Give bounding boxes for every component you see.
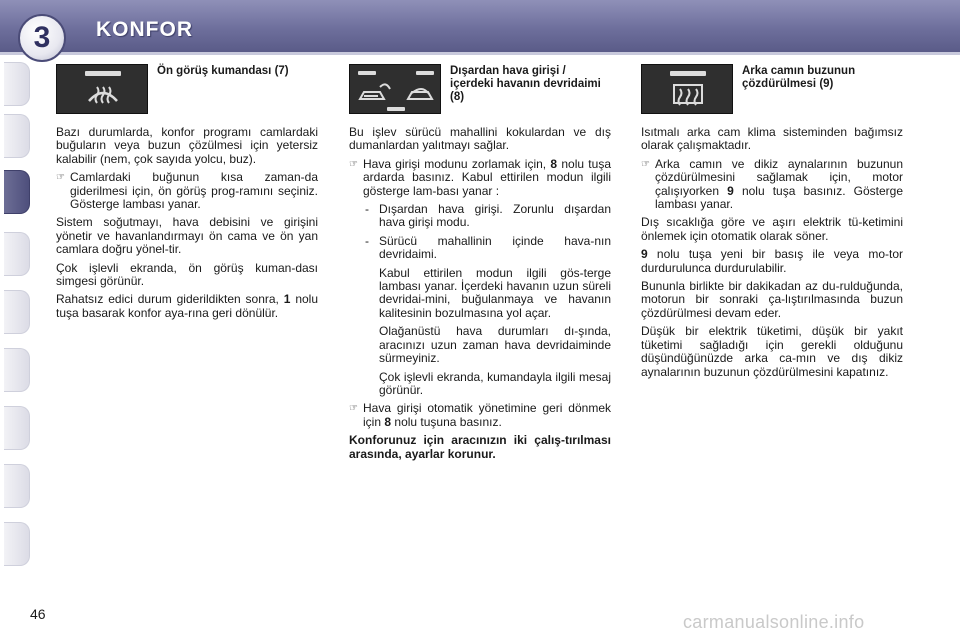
paragraph: Rahatsız edici durum giderildikten sonra, 1 nolu tuşa basarak konfor aya-rına geri dönülür. (56, 292, 319, 320)
chapter-title: KONFOR (96, 18, 193, 41)
pointing-hand-icon: ☞ (56, 172, 65, 184)
bullet-item: ☞ Hava girişi otomatik yönetimine geri dönmek için 8 nolu tuşuna basınız. (349, 401, 611, 429)
bullet-item: ☞ Arka camın ve dikiz aynalarının buzunun çözdürülmesini sağlamak için, motor çalışıyorken 9 nolu tuşa basınız. Gösterge lambası yanar. (641, 156, 903, 212)
paragraph: Kabul ettirilen modun ilgili gös-terge lambası yanar. İçerdeki havanın uzun süreli devridai-mini, buğulanmaya ve havanın kalitesinin bozulmasına yol açar. (379, 265, 611, 320)
air-recirculation-icon (349, 64, 441, 114)
pointing-hand-icon: ☞ (349, 403, 358, 415)
paragraph: Sistem soğutmayı, hava debisini ve girişini yönetir ve havanlandırmayı ön cama ve ön yan camlara doğru yönel-tir. (56, 215, 318, 257)
watermark: carmanualsonline.info (683, 612, 865, 632)
dash-item: - Sürücü mahallinin içinde hava-nın devridaimi. (365, 233, 611, 262)
section-body (349, 126, 611, 466)
dash-item: - Dışardan hava girişi. Zorunlu dışardan hava girişi modu. (365, 202, 611, 230)
rear-defrost-icon (641, 64, 733, 114)
section-title: Arka camın buzunun çözdürülmesi (9) (742, 65, 856, 90)
paragraph: Bazı durumlarda, konfor programı camlardaki buğuların veya buzun çözülmesi için yetersiz kalabilir (nem, çok sayıda yolcu, buz). (56, 125, 318, 166)
front-defrost-icon (56, 64, 148, 114)
bullet-item: ☞ Hava girişi modunu zorlamak için, 8 nolu tuşa ardarda basınız. Kabul ettirilen modun ilgili gösterge lam-bası yanar : (349, 156, 611, 198)
paragraph: Çok işlevli ekranda, kumandayla ilgili mesaj görünür. (379, 369, 611, 397)
paragraph: Olağanüstü hava durumları dı-şında, aracınızı uzun zaman hava devridaiminde sürmeyiniz. (379, 324, 611, 366)
pointing-hand-icon: ☞ (349, 158, 358, 170)
chapter-tab[interactable] (4, 114, 30, 158)
chapter-number-badge (18, 14, 66, 62)
pointing-hand-icon: ☞ (641, 158, 650, 170)
paragraph: Çok işlevli ekranda, ön görüş kuman-dası simgesi görünür. (56, 260, 318, 289)
chapter-tabs (0, 62, 34, 572)
bullet-item: ☞ Camlardaki buğunun kısa zaman-da giderilmesi için, ön görüş prog-ramını seçiniz. Gösterge lambası yanar. (56, 170, 318, 212)
page-number: 46 (30, 606, 46, 622)
note-paragraph: Konforunuz için aracınızın iki çalış-tırılması arasında, ayarlar korunur. (349, 433, 611, 461)
key-reference: 8 (550, 156, 558, 171)
paragraph: 9 nolu tuşa yeni bir basış ile veya mo-tor durdurulunca durdurulabilir. (641, 247, 903, 275)
paragraph: Isıtmalı arka cam klima sisteminden bağımsız olarak çalışmaktadır. (641, 125, 903, 153)
chapter-tab-active[interactable] (4, 170, 30, 214)
chapter-tab[interactable] (4, 348, 30, 392)
chapter-tab[interactable] (4, 406, 30, 450)
paragraph: Düşük bir elektrik tüketimi, düşük bir yakıt tüketimi sağladığı için gerekli olduğunu düşündüğünüzde arka ca-mın ve dış dikiz aynalarının buzunun çözdürülmesini kapatınız. (641, 324, 903, 379)
chapter-tab[interactable] (4, 290, 30, 334)
section-body (641, 126, 903, 384)
chapter-tab[interactable] (4, 522, 30, 566)
section-title: Ön görüş kumandası (7) (157, 65, 289, 77)
header-divider (0, 52, 960, 55)
paragraph: Bu işlev sürücü mahallini kokulardan ve dış dumanlardan yalıtmayı sağlar. (349, 125, 611, 153)
chapter-number: 3 (33, 21, 51, 54)
key-reference: 9 (641, 247, 648, 262)
chapter-tab[interactable] (4, 232, 30, 276)
section-title: Dışardan hava girişi / içerdeki havanın devridaimi (8) (450, 65, 601, 103)
paragraph: Bununla birlikte bir dakikadan az du-rulduğunda, motorun bir sonraki ça-lıştırılmasında buzun çözdürülmesi devam eder. (641, 279, 903, 320)
paragraph: Dış sıcaklığa göre ve aşırı elektrik tü-ketimini önlemek için otomatik olarak söner. (641, 215, 903, 243)
key-reference: 1 (283, 292, 291, 307)
section-body (56, 126, 318, 325)
key-reference: 9 (727, 183, 734, 198)
key-reference: 8 (384, 414, 392, 429)
chapter-tab[interactable] (4, 464, 30, 508)
chapter-tab[interactable] (4, 62, 30, 106)
